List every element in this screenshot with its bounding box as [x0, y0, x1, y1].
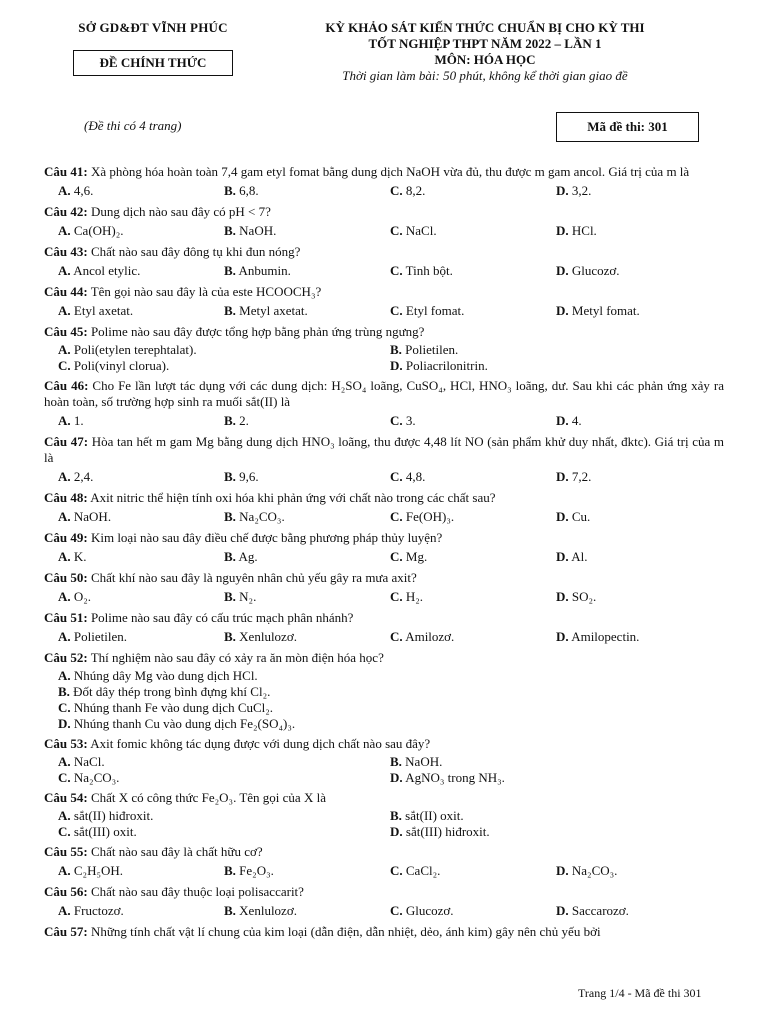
- question-text: Cho Fe lần lượt tác dụng với các dung dịch: H₂SO₄ loãng, CuSO₄, HCl, HNO₃ loãng, dư. Sau khi các phản ứng xảy ra hoàn toàn, số trường hợp sinh ra muối sắt(II) là: [44, 378, 724, 409]
- options-row: [44, 468, 724, 486]
- question-label: Câu 41:: [44, 164, 88, 179]
- question-text: Xà phòng hóa hoàn toàn 7,4 gam etyl fomat bằng dung dịch NaOH vừa đủ, thu được m gam ancol. Giá trị của m là: [90, 164, 690, 179]
- question-text: Chất nào sau đây đông tụ khi đun nóng?: [90, 244, 301, 259]
- option-a: A. K.: [58, 549, 87, 564]
- question-46: [44, 378, 724, 410]
- option-c: C. sắt(III) oxit.: [58, 824, 137, 839]
- option-a: A. NaCl.: [58, 754, 105, 769]
- option-d: D. Glucozơ.: [556, 263, 620, 278]
- options-row: [44, 412, 724, 430]
- option-c: C. CaCl₂.: [390, 863, 441, 878]
- option-a: A. Nhúng dây Mg vào dung dịch HCl.: [58, 668, 258, 683]
- option-c: C. Na₂CO₃.: [58, 770, 120, 785]
- options-row: [44, 508, 724, 526]
- option-d: D. Saccarozơ.: [556, 903, 629, 918]
- question-label: Câu 46:: [44, 378, 89, 393]
- option-b: B. NaOH.: [390, 754, 443, 769]
- question-41: [44, 164, 724, 180]
- question-label: Câu 54:: [44, 790, 88, 805]
- question-text: Dung dịch nào sau đây có pH < 7?: [90, 204, 271, 219]
- option-b: B. Đốt dây thép trong bình đựng khí Cl₂.: [58, 684, 271, 699]
- options-row: [44, 808, 724, 824]
- question-label: Câu 47:: [44, 434, 89, 449]
- option-a: A. Ca(OH)₂.: [58, 223, 124, 238]
- options-row: [44, 700, 724, 716]
- option-d: D. 7,2.: [556, 469, 592, 484]
- school-name: SỞ GD&ĐT VĨNH PHÚC: [78, 20, 228, 35]
- time-note: Thời gian làm bài: 50 phút, không kể thời gian giao đề: [342, 68, 628, 83]
- option-b: B. 9,6.: [224, 469, 259, 484]
- question-44: [44, 284, 724, 300]
- option-a: A. Etyl axetat.: [58, 303, 134, 318]
- question-list: [44, 160, 724, 940]
- exam-title-line1: KỲ KHẢO SÁT KIẾN THỨC CHUẨN BỊ CHO KỲ THI: [325, 20, 645, 35]
- options-row: [44, 302, 724, 320]
- option-c: C. Mg.: [390, 549, 428, 564]
- option-b: B. Fe₂O₃.: [224, 863, 274, 878]
- option-a: A. NaOH.: [58, 509, 112, 524]
- option-c: C. Etyl fomat.: [390, 303, 465, 318]
- option-b: B. 6,8.: [224, 183, 259, 198]
- question-53: [44, 736, 724, 752]
- option-d: D. HCl.: [556, 223, 597, 238]
- option-a: A. 1.: [58, 413, 84, 428]
- option-c: C. H₂.: [390, 589, 424, 604]
- question-55: [44, 844, 724, 860]
- question-54: [44, 790, 724, 806]
- question-label: Câu 53:: [44, 736, 88, 751]
- question-text: Polime nào sau đây có cấu trúc mạch phân nhánh?: [90, 610, 354, 625]
- question-47: [44, 434, 724, 466]
- question-49: [44, 530, 724, 546]
- options-row: [44, 588, 724, 606]
- option-d: D. Nhúng thanh Cu vào dung dịch Fe₂(SO₄)₃.: [58, 716, 296, 731]
- option-c: C. Fe(OH)₃.: [390, 509, 455, 524]
- option-d: D. AgNO₃ trong NH₃.: [390, 770, 505, 785]
- question-label: Câu 42:: [44, 204, 88, 219]
- question-57: [44, 924, 724, 940]
- question-52: [44, 650, 724, 666]
- question-text: Kim loại nào sau đây điều chế được bằng phương pháp thủy luyện?: [90, 530, 443, 545]
- option-d: D. Al.: [556, 549, 588, 564]
- option-c: C. 4,8.: [390, 469, 426, 484]
- option-d: D. Cu.: [556, 509, 591, 524]
- question-45: [44, 324, 724, 340]
- option-a: A. Poli(etylen terephtalat).: [58, 342, 197, 357]
- option-b: B. NaOH.: [224, 223, 277, 238]
- option-a: A. 2,4.: [58, 469, 94, 484]
- page-footer: Trang 1/4 - Mã đề thi 301: [578, 986, 702, 1000]
- question-43: [44, 244, 724, 260]
- options-row: [44, 754, 724, 770]
- option-b: B. Metyl axetat.: [224, 303, 308, 318]
- option-b: B. Ag.: [224, 549, 258, 564]
- option-b: B. Xenlulozơ.: [224, 903, 297, 918]
- option-a: A. sắt(II) hiđroxit.: [58, 808, 154, 823]
- option-d: D. Na₂CO₃.: [556, 863, 618, 878]
- header-right: [262, 20, 708, 84]
- option-a: A. Fructozơ.: [58, 903, 124, 918]
- option-b: B. Na₂CO₃.: [224, 509, 285, 524]
- exam-code-box: Mã đề thi: 301: [556, 112, 699, 142]
- options-row: [44, 824, 724, 840]
- question-label: Câu 52:: [44, 650, 88, 665]
- option-b: B. sắt(II) oxit.: [390, 808, 464, 823]
- question-text: Thí nghiệm nào sau đây có xảy ra ăn mòn điện hóa học?: [90, 650, 384, 665]
- question-56: [44, 884, 724, 900]
- question-50: [44, 570, 724, 586]
- option-c: C. NaCl.: [390, 223, 437, 238]
- question-text: Axit fomic không tác dụng được với dung dịch chất nào sau đây?: [90, 736, 431, 751]
- question-text: Tên gọi nào sau đây là của este HCOOCH₃?: [90, 284, 322, 299]
- option-c: C. 3.: [390, 413, 416, 428]
- question-label: Câu 45:: [44, 324, 88, 339]
- question-text: Những tính chất vật lí chung của kim loại (dẫn điện, dẫn nhiệt, dẻo, ánh kim) gây nên chủ yếu bởi: [90, 924, 601, 939]
- option-d: D. SO₂.: [556, 589, 597, 604]
- option-b: B. N₂.: [224, 589, 257, 604]
- option-a: A. C₂H₅OH.: [58, 863, 124, 878]
- option-c: C. 8,2.: [390, 183, 426, 198]
- question-label: Câu 44:: [44, 284, 88, 299]
- options-row: [44, 222, 724, 240]
- option-d: D. sắt(III) hiđroxit.: [390, 824, 490, 839]
- options-row: [44, 668, 724, 684]
- question-51: [44, 610, 724, 626]
- official-exam-box: ĐỀ CHÍNH THỨC: [73, 50, 233, 76]
- options-row: [44, 902, 724, 920]
- question-label: Câu 50:: [44, 570, 88, 585]
- option-b: B. Xenlulozơ.: [224, 629, 297, 644]
- subject-title: MÔN: HÓA HỌC: [434, 52, 536, 67]
- option-a: A. O₂.: [58, 589, 92, 604]
- question-42: [44, 204, 724, 220]
- question-label: Câu 57:: [44, 924, 88, 939]
- options-row: [44, 182, 724, 200]
- option-a: A. Ancol etylic.: [58, 263, 141, 278]
- question-text: Polime nào sau đây được tổng hợp bằng phản ứng trùng ngưng?: [90, 324, 425, 339]
- option-d: D. 3,2.: [556, 183, 592, 198]
- option-a: A. Polietilen.: [58, 629, 127, 644]
- question-text: Chất X có công thức Fe₂O₃. Tên gọi của X là: [90, 790, 326, 805]
- options-row: [44, 342, 724, 358]
- question-label: Câu 51:: [44, 610, 88, 625]
- options-row: [44, 628, 724, 646]
- options-row: [44, 358, 724, 374]
- question-text: Chất khí nào sau đây là nguyên nhân chủ yếu gây ra mưa axit?: [90, 570, 417, 585]
- question-label: Câu 49:: [44, 530, 88, 545]
- question-label: Câu 55:: [44, 844, 88, 859]
- option-b: B. 2.: [224, 413, 249, 428]
- exam-title-line2: TỐT NGHIỆP THPT NĂM 2022 – LẦN 1: [368, 36, 602, 51]
- option-d: D. Poliacrilonitrin.: [390, 358, 488, 373]
- question-text: Axit nitric thể hiện tính oxi hóa khi phản ứng với chất nào trong các chất sau?: [90, 490, 496, 505]
- options-row: [44, 770, 724, 786]
- page-count-note: (Đề thi có 4 trang): [84, 118, 182, 133]
- options-row: [44, 716, 724, 732]
- options-row: [44, 262, 724, 280]
- question-text: Hòa tan hết m gam Mg bằng dung dịch HNO₃ loãng, thu được 4,48 lít NO (sản phẩm khử duy nhất, đktc). Giá trị của m là: [44, 434, 724, 465]
- question-text: Chất nào sau đây thuộc loại polisaccarit?: [90, 884, 304, 899]
- question-label: Câu 56:: [44, 884, 88, 899]
- option-d: D. 4.: [556, 413, 582, 428]
- option-c: C. Amilozơ.: [390, 629, 455, 644]
- option-c: C. Poli(vinyl clorua).: [58, 358, 170, 373]
- option-c: C. Nhúng thanh Fe vào dung dịch CuCl₂.: [58, 700, 274, 715]
- question-label: Câu 43:: [44, 244, 88, 259]
- option-b: B. Anbumin.: [224, 263, 291, 278]
- option-a: A. 4,6.: [58, 183, 94, 198]
- question-label: Câu 48:: [44, 490, 88, 505]
- question-text: Chất nào sau đây là chất hữu cơ?: [90, 844, 263, 859]
- options-row: [44, 862, 724, 880]
- options-row: [44, 548, 724, 566]
- option-d: D. Amilopectin.: [556, 629, 640, 644]
- option-c: C. Tinh bột.: [390, 263, 453, 278]
- header-left: [58, 20, 248, 76]
- options-row: [44, 684, 724, 700]
- option-b: B. Polietilen.: [390, 342, 459, 357]
- option-d: D. Metyl fomat.: [556, 303, 640, 318]
- option-c: C. Glucozơ.: [390, 903, 454, 918]
- question-48: [44, 490, 724, 506]
